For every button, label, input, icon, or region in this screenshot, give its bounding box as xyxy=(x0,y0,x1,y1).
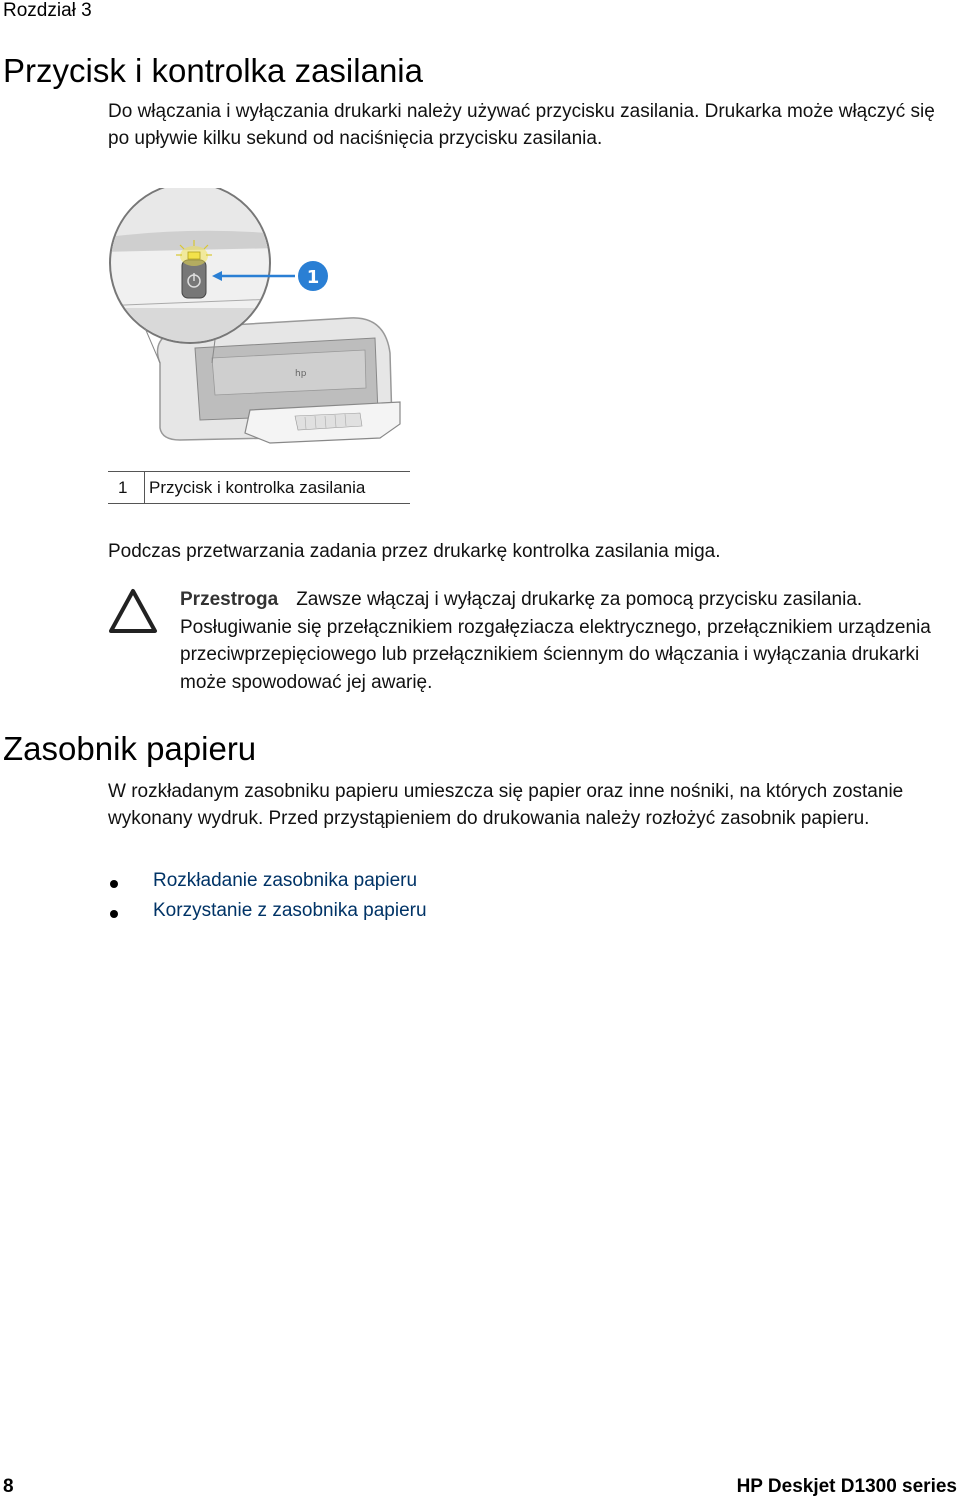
caution-note xyxy=(180,586,960,696)
warning-triangle-icon xyxy=(108,588,158,634)
link-use-tray[interactable]: Korzystanie z zasobnika papieru xyxy=(153,900,427,921)
figure-legend xyxy=(108,471,410,504)
hp-logo: hp xyxy=(295,369,307,379)
bullet-icon xyxy=(110,880,118,888)
legend-number: 1 xyxy=(118,478,128,497)
bullet-icon xyxy=(110,910,118,918)
printer-power-illustration xyxy=(100,188,420,458)
legend-text: Przycisk i kontrolka zasilania xyxy=(149,478,366,497)
chapter-label: Rozdział 3 xyxy=(3,0,92,21)
legend-separator xyxy=(144,472,145,503)
callout-number: 1 xyxy=(306,267,320,288)
caution-text: Zawsze włączaj i wyłączaj drukarkę za pomocą przycisku zasilania. Posługiwanie się przełącznikiem rozgałęziacza elektrycznego, przełącznikiem urządzenia przeciwprzepięciowego lub przełącznikiem ściennym do włączania i wyłączania drukarki może spowodować jej awarię. xyxy=(180,589,931,693)
link-unfold-tray[interactable]: Rozkładanie zasobnika papieru xyxy=(153,870,418,891)
power-intro-paragraph: Do włączania i wyłączania drukarki należy używać przycisku zasilania. Drukarka może włączyć się po upływie kilku sekund od naciśnięcia przycisku zasilania. xyxy=(108,101,935,149)
product-name: HP Deskjet D1300 series xyxy=(736,1476,957,1497)
section-title-power: Przycisk i kontrolka zasilania xyxy=(3,52,423,89)
page-number: 8 xyxy=(3,1476,14,1497)
caution-label: Przestroga xyxy=(180,589,279,610)
tray-intro-paragraph: W rozkładanym zasobniku papieru umieszcza się papier oraz inne nośniki, na których zostanie wykonany wydruk. Przed przystąpieniem do drukowania należy rozłożyć zasobnik papieru. xyxy=(108,781,904,829)
section-title-tray: Zasobnik papieru xyxy=(3,730,257,767)
processing-note: Podczas przetwarzania zadania przez drukarkę kontrolka zasilania miga. xyxy=(108,541,721,562)
